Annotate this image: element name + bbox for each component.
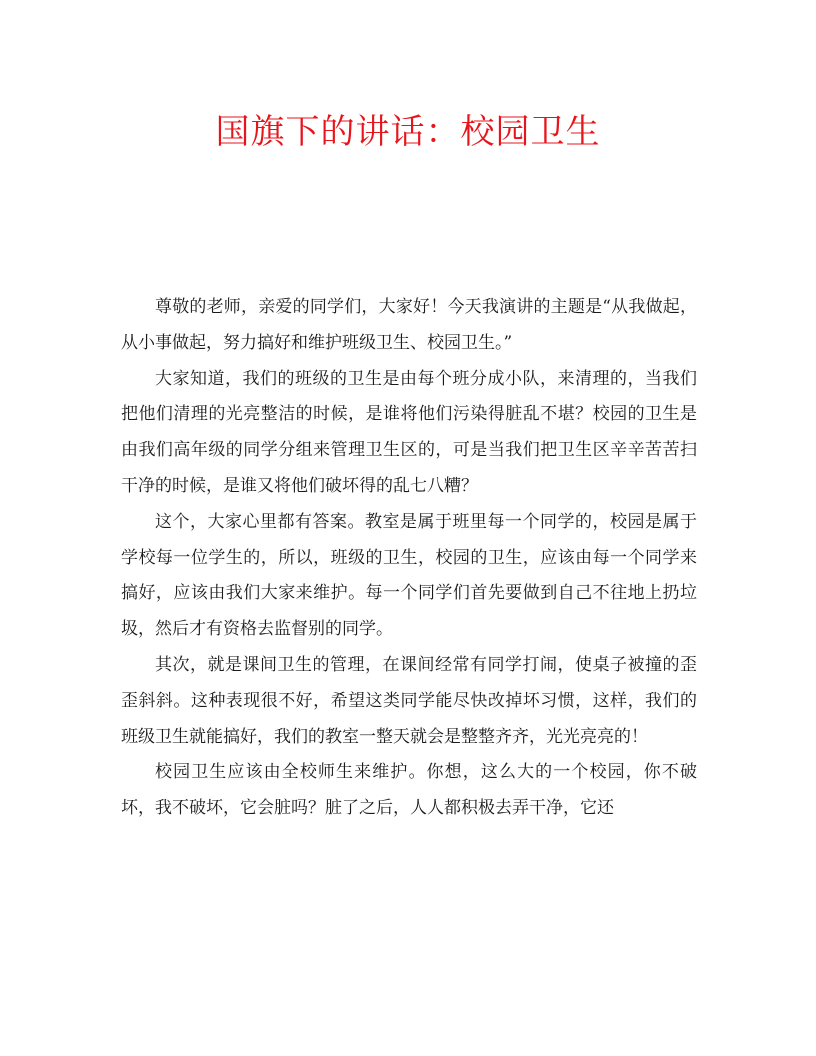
paragraph-responsibility: 这个，大家心里都有答案。教室是属于班里每一个同学的，校园是属于学校每一位学生的，所以，班级的卫生，校园的卫生，应该由每一个同学来搞好，应该由我们大家来维护。每一个同学们首先要做到自己不往地上扔垃圾，然后才有资格去监督别的同学。 xyxy=(121,511,697,640)
paragraph-class-hygiene: 大家知道，我们的班级的卫生是由每个班分成小队，来清理的，当我们把他们清理的光亮整洁的时候，是谁将他们污染得脏乱不堪？校园的卫生是由我们高年级的同学分组来管理卫生区的，可是当我们把卫生区辛辛苦苦扫干净的时候，是谁又将他们破坏得的乱七八糟？ xyxy=(121,368,697,496)
document-body xyxy=(121,290,697,827)
paragraph-break-time: 其次，就是课间卫生的管理，在课间经常有同学打闹，使桌子被撞的歪歪斜斜。这种表现很不好，希望这类同学能尽快改掉坏习惯，这样，我们的班级卫生就能搞好，我们的教室一整天就会是整整齐齐，光光亮亮的！ xyxy=(121,654,697,747)
paragraph-campus-hygiene: 校园卫生应该由全校师生来维护。你想，这么大的一个校园，你不破坏，我不破坏，它会脏吗？脏了之后，人人都积极去弄干净，它还 xyxy=(121,762,697,819)
document-title: 国旗下的讲话：校园卫生 xyxy=(215,112,601,152)
paragraph-greeting: 尊敬的老师，亲爱的同学们，大家好！今天我演讲的主题是“从我做起，从小事做起，努力搞好和维护班级卫生、校园卫生。” xyxy=(121,297,697,353)
